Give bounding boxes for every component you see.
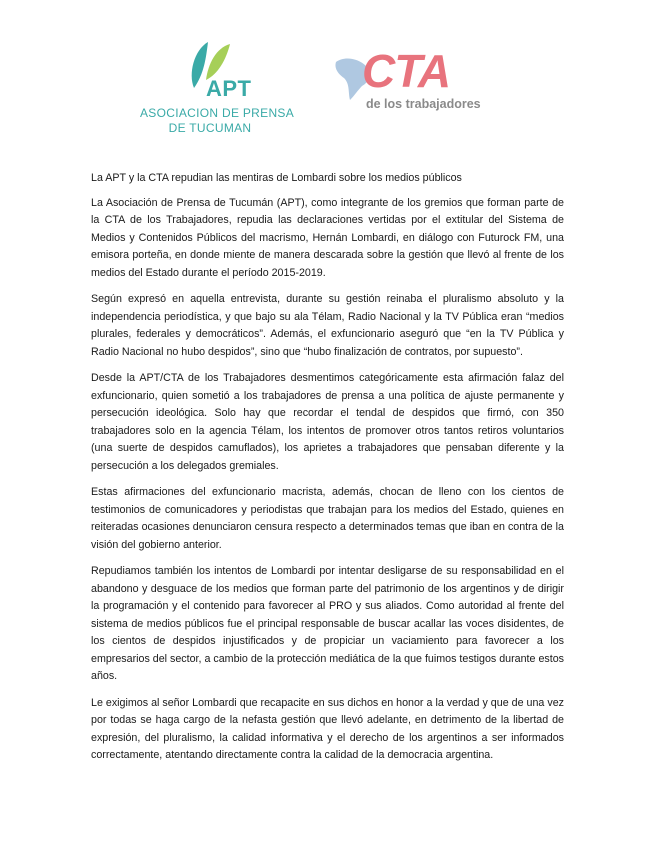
paragraph-6: Le exigimos al señor Lombardi que recapacite en sus dichos en honor a la verdad y que de una vez por todas se haga cargo de la nefasta gestión que llevó adelante, en detrimento de la libertad de expresión, del pluralismo, la calidad informativa y el derecho de los argentinos a ser informados correctamente, atentando directamente contra la calidad de la democracia argentina. bbox=[91, 696, 564, 761]
apt-wordmark: APT bbox=[206, 76, 252, 101]
cta-wordmark: CTA bbox=[362, 45, 451, 97]
paragraph-1: La Asociación de Prensa de Tucumán (APT), como integrante de los gremios que forman parte de la CTA de los Trabajadores, repudia las declaraciones vertidas por el extitular del Sistema de Medios y Contenidos Públicos del macrismo, Hernán Lombardi, en diálogo con Futurock FM, una emisora porteña, en donde miente de manera descarada sobre la gestión que llevó al frente de los medios del Estado durante el período 2015-2019. bbox=[91, 196, 564, 279]
document-body bbox=[91, 170, 564, 765]
apt-logo bbox=[140, 38, 295, 135]
apt-name-line-1: ASOCIACION DE PRENSA bbox=[140, 106, 295, 120]
apt-name-line-2: DE TUCUMAN bbox=[168, 121, 252, 135]
paragraph-3: Desde la APT/CTA de los Trabajadores desmentimos categóricamente esta afirmación falaz del exfuncionario, quien sometió a los trabajadores de prensa a una política de ajuste permanente y persecución ideológica. Solo hay que recordar el tendal de despidos que firmó, con 350 trabajadores solo en la agencia Télam, los intentos de promover otros tantos retiros voluntarios (una suerte de despidos camuflados), los aprietes a trabajadores que pensaban diferente y la persecución a los delegados gremiales. bbox=[91, 372, 564, 472]
paragraph-5: Repudiamos también los intentos de Lombardi por intentar desligarse de su responsabilidad en el abandono y desguace de los medios que forman parte del patrimonio de los argentinos y de dirigir la programación y el contenido para favorecer al PRO y sus aliados. Como autoridad al frente del sistema de medios públicos fue el principal responsable de buscar acallar las voces disidentes, de los cientos de despidos injustificados y de propiciar un vaciamiento para favorecer a los empresarios del sector, a cambio de la protección mediática de la que fuimos testigos durante estos años. bbox=[91, 565, 564, 682]
paragraph-2: Según expresó en aquella entrevista, durante su gestión reinaba el pluralismo absoluto y la independencia periodística, y que bajo su ala Télam, Radio Nacional y la TV Pública eran “medios plurales, federales y democráticos”. Además, el exfuncionario aseguró que “en la TV Pública y Radio Nacional no hubo despidos”, sino que “hubo finalización de contratos, por supuesto”. bbox=[91, 293, 564, 358]
cta-logo bbox=[330, 45, 505, 120]
cta-subtitle: de los trabajadores bbox=[366, 97, 481, 111]
document-title: La APT y la CTA repudian las mentiras de Lombardi sobre los medios públicos bbox=[91, 172, 462, 184]
paragraph-4: Estas afirmaciones del exfuncionario macrista, además, chocan de lleno con los cientos de testimonios de comunicadores y periodistas que trabajan para los medios del Estado, quienes en reiteradas ocasiones denunciaron censura respecto a determinados temas que iban en contra de la visión del gobierno anterior. bbox=[91, 486, 564, 551]
